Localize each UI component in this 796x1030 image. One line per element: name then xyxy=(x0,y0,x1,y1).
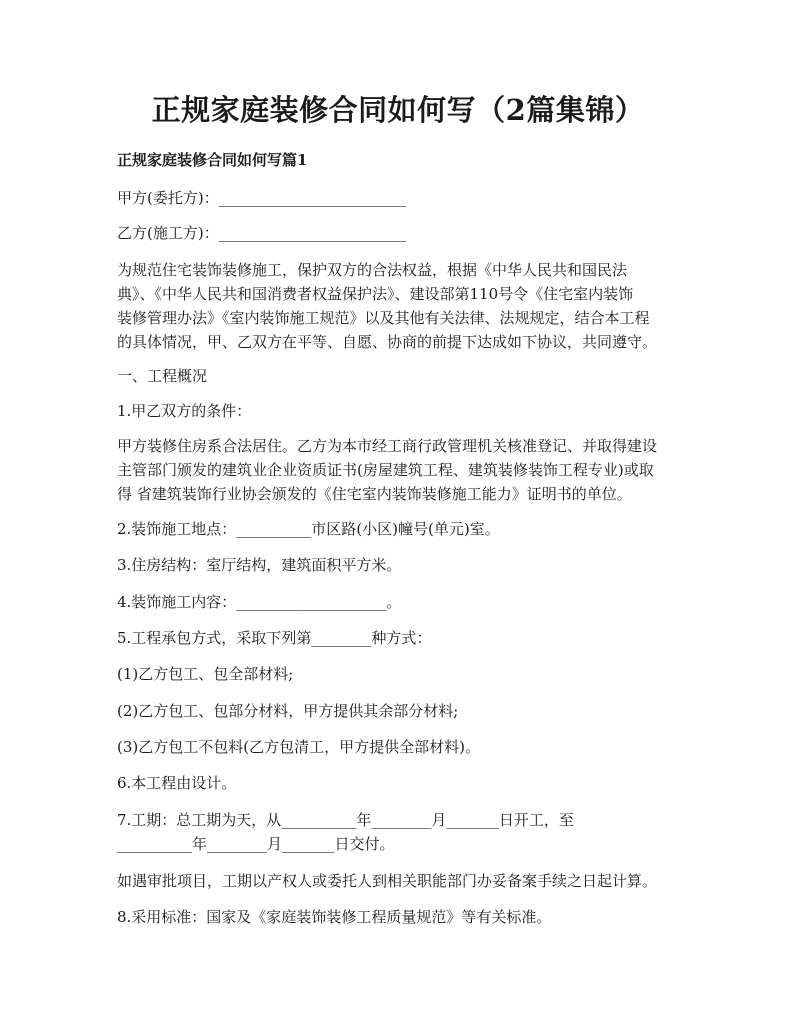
clause-7-note: 如遇审批项目，工期以产权人或委托人到相关职能部门办妥备案手续之日起计算。 xyxy=(117,872,658,890)
clause-6-design: 6.本工程由设计。 xyxy=(117,774,237,792)
clause-1-line: 得 省建筑装饰行业协会颁发的《住宅室内装饰装修施工能力》证明书的单位。 xyxy=(117,485,632,503)
clause-3-structure: 3.住房结构：室厅结构，建筑面积平方米。 xyxy=(117,556,402,574)
clause-4-content: 4.装饰施工内容：____________________。 xyxy=(117,593,402,611)
document-title: 正规家庭装修合同如何写（2篇集锦） xyxy=(151,93,645,127)
intro-line: 装修管理办法》《室内装饰施工规范》以及其他有关法律、法规规定，结合本工程 xyxy=(117,309,650,327)
intro-line: 为规范住宅装饰装修施工，保护双方的合法权益，根据《中华人民共和国民法 xyxy=(117,261,628,279)
clause-5-option-1: (1)乙方包工、包全部材料; xyxy=(117,665,294,683)
clause-5-option-3: (3)乙方包工不包料(乙方包清工，甲方提供全部材料)。 xyxy=(117,738,480,756)
clause-5-option-2: (2)乙方包工、包部分材料，甲方提供其余部分材料; xyxy=(117,702,459,720)
party-a-line: 甲方(委托方)：_________________________ xyxy=(117,189,407,207)
intro-paragraph xyxy=(117,258,683,354)
clause-1-heading: 1.甲乙双方的条件： xyxy=(117,402,252,420)
clause-1-line: 甲方装修住房系合法居住。乙方为本市经工商行政管理机关核准登记、并取得建设 xyxy=(117,437,658,455)
intro-line: 的具体情况，甲、乙双方在平等、自愿、协商的前提下达成如下协议，共同遵守。 xyxy=(117,333,658,351)
clause-2-location: 2.装饰施工地点：__________市区路(小区)幢号(单元)室。 xyxy=(117,520,500,538)
section-heading-overview: 一、工程概况 xyxy=(117,367,208,385)
section-subtitle: 正规家庭装修合同如何写篇1 xyxy=(117,151,308,169)
clause-8-standard: 8.采用标准：国家及《家庭装饰装修工程质量规范》等有关标准。 xyxy=(117,908,552,926)
party-b-line: 乙方(施工方)：_________________________ xyxy=(117,224,407,242)
clause-1-line: 主管部门颁发的建筑业企业资质证书(房屋建筑工程、建筑装修装饰工程专业)或取 xyxy=(117,461,654,479)
clause-7-schedule-line-2: __________年________月_______日交付。 xyxy=(117,835,395,853)
clause-7-schedule-line-1: 7.工期：总工期为天，从__________年________月_______日开工，至 xyxy=(117,811,574,829)
clause-1-paragraph xyxy=(117,434,683,506)
clause-5-method: 5.工程承包方式，采取下列第________种方式： xyxy=(117,629,432,647)
intro-line: 典》、《中华人民共和国消费者权益保护法》、建设部第110号令《住宅室内装饰 xyxy=(117,285,634,303)
